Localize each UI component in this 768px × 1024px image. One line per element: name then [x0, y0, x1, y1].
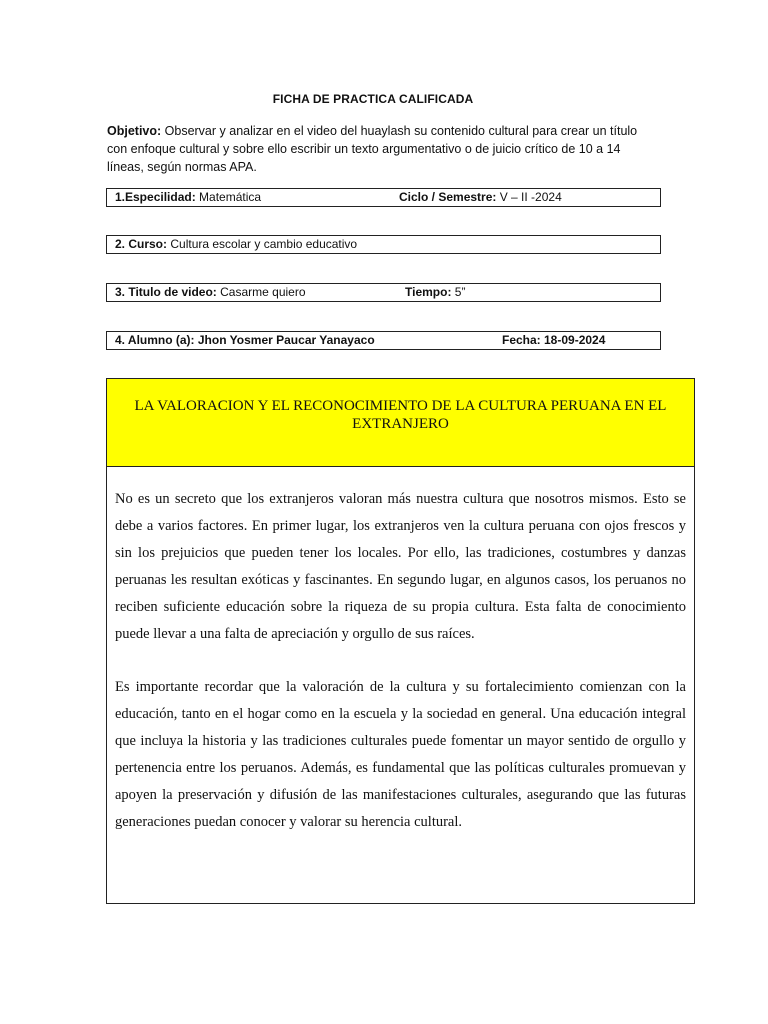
objetivo-body: Observar y analizar en el video del huaylash su contenido cultural para crear un título con enfoque cultural y sobre ello escribir un texto argumentativo o de juicio crítico de 10 a 14 líneas, según normas APA. [107, 124, 638, 174]
curso-field [115, 236, 357, 253]
curso-value: Cultura escolar y cambio educativo [167, 237, 358, 251]
especialidad-field [115, 189, 261, 206]
tiempo-value: 5” [451, 285, 466, 299]
objetivo-label: Objetivo: [107, 124, 162, 138]
tiempo-field [405, 284, 465, 301]
objetivo-text [107, 122, 652, 176]
alumno-field [115, 332, 375, 349]
especialidad-label: 1.Especilidad: [115, 190, 196, 204]
essay-body [107, 467, 694, 836]
alumno-label: 4. Alumno (a): Jhon Yosmer Paucar Yanayaco [115, 333, 375, 347]
fecha-label: Fecha: 18-09-2024 [502, 333, 606, 347]
essay-paragraph: Es importante recordar que la valoración de la cultura y su fortalecimiento comienzan con la educación, tanto en el hogar como en la escuela y la sociedad en general. Una educación integral que incluya la historia y las tradiciones culturales puede fomentar un mayor sentido de orgullo y pertenencia entre los peruanos. Además, es fundamental que las políticas culturales promuevan y apoyen la preservación y difusión de las manifestaciones culturales, asegurando que las futuras generaciones puedan conocer y valorar su herencia cultural. [115, 679, 686, 830]
video-row [106, 283, 661, 302]
tiempo-label: Tiempo: [405, 285, 452, 299]
essay-paragraph: No es un secreto que los extranjeros valoran más nuestra cultura que nosotros mismos. Esto se debe a varios factores. En primer lugar, los extranjeros ven la cultura peruana con ojos frescos y sin los prejuicios que pueden tener los locales. Por ello, las tradiciones, costumbres y danzas peruanas les resultan exóticas y fascinantes. En segundo lugar, en algunos casos, los peruanos no reciben suficiente educación sobre la riqueza de su propia cultura. Esta falta de conocimiento puede llevar a una falta de apreciación y orgullo de sus raíces. [115, 491, 686, 642]
especialidad-row [106, 188, 661, 207]
video-value: Casarme quiero [216, 285, 306, 299]
alumno-row [106, 331, 661, 350]
ciclo-value: V – II -2024 [496, 190, 562, 204]
video-label: 3. Titulo de video: [115, 285, 217, 299]
fecha-field [502, 332, 605, 349]
curso-row [106, 235, 661, 254]
essay-title: LA VALORACION Y EL RECONOCIMIENTO DE LA CULTURA PERUANA EN EL EXTRANJERO [107, 379, 694, 467]
ciclo-label: Ciclo / Semestre: [399, 190, 497, 204]
video-field [115, 284, 306, 301]
curso-label: 2. Curso: [115, 237, 168, 251]
especialidad-value: Matemática [195, 190, 262, 204]
essay-box [106, 378, 695, 904]
document-title: FICHA DE PRACTICA CALIFICADA [272, 92, 474, 106]
ciclo-field [399, 189, 562, 206]
